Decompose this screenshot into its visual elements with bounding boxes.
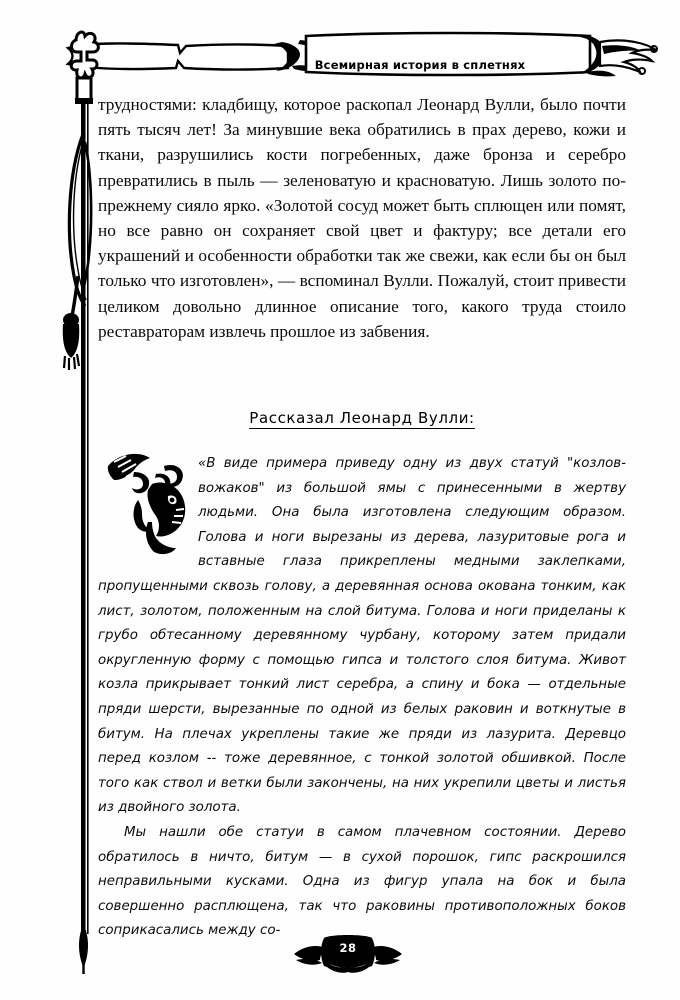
quote-paragraph-1: «В виде примера приведу одну из двух статуй "козлов-вожаков" из большой ямы с принесенными в жертву людьми. Она была изготовлена следующим образом. Голова и ноги вырезаны из дерева, лазуритовые рога и вставные глаза прикреплены медными заклепками, пропущенными сквозь голову, а деревянная основа окована тонким, как лист, золотом, положенным на слой битума. Голова и ноги приделаны к грубо обтесанному деревянному чурбану, которому затем придали округленную форму с помощью гипса и толстого слоя битума. Живот козла прикрывает тонкий лист серебра, а спину и бока — отдельные пряди шерсти, вырезанные по одной из белых раковин и воткнутые в битум. На плечах укреплены такие же пряди из лазурита. Деревцо перед козлом -- тоже деревянное, с тонкой золотой обшивкой. После того как ствол и ветки были закончены, на них укрепили цветы и листья из двойного золота. (98, 456, 626, 816)
illustration-text-wrap-spacer (98, 452, 198, 560)
page-number-ornament (292, 932, 404, 976)
scroll-banner-icon (60, 22, 660, 84)
banner-title: Всемирная история в сплетнях (314, 58, 526, 72)
header-banner-ornament (60, 22, 660, 84)
quote-heading (98, 409, 626, 429)
page-number: 28 (339, 941, 357, 955)
main-paragraph: трудностями: кладбищу, которое раскопал Леонард Вулли, было почти пять тысяч лет! За минувшие века обратились в прах дерево, кожи и ткани, разрушились кости погребенных, даже бронза и серебро превратились в пыль — зеленоватую и красноватую. Лишь золото по-прежнему сияло ярко. «Золотой сосуд может быть сплющен или помят, но все равно он сохраняет свой цвет и фактуру; все детали его украшений и особенности обработки так же свежи, как если бы он был только что изготовлен», — вспоминал Вулли. Пожалуй, стоит привести целиком довольно длинное описание того, какого труда стоило реставраторам извлечь прошлое из забвения. (98, 95, 626, 341)
quote-heading-text: Рассказал Леонард Вулли: (249, 409, 475, 427)
quote-block (98, 452, 626, 944)
quote-paragraph-2: Мы нашли обе статуи в самом плачевном состоянии. Дерево обратилось в ничто, битум — в сухой порошок, гипс раскрошился неправильными кусками. Одна из фигур упала на бок и была совершенно расплющена, так что раковины противоположных боков соприкасались между со- (98, 824, 626, 939)
main-text-column (98, 92, 626, 344)
